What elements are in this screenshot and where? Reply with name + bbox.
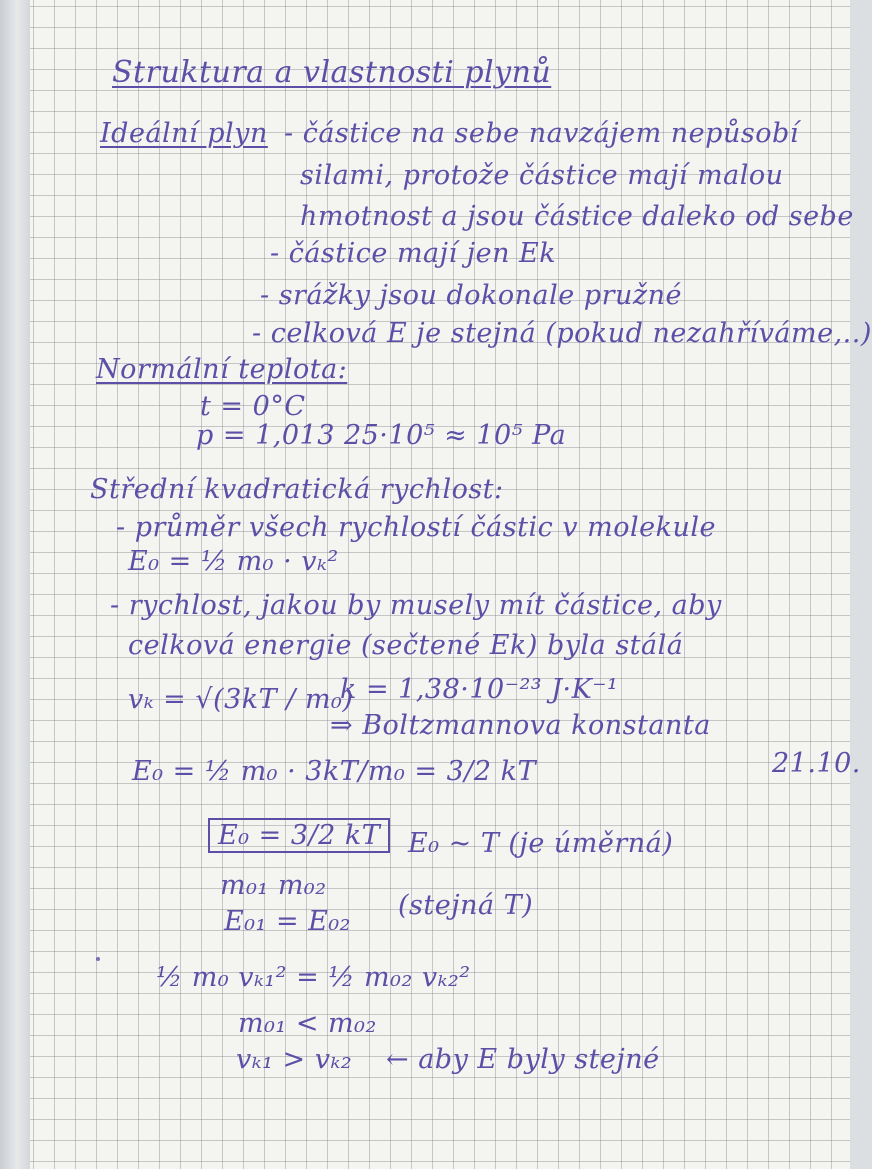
boltzmann-value: k = 1,38·10⁻²³ J·K⁻¹	[340, 674, 619, 705]
vk-formula: vₖ = √(3kT / m₀)	[128, 684, 354, 715]
same-temperature-note: (stejná T)	[398, 890, 534, 921]
date-note: 21.10.	[772, 748, 861, 779]
ideal-line-2: silami, protože částice mají malou	[300, 160, 784, 191]
normal-t: t = 0°C	[200, 391, 306, 422]
ideal-bullet-3: - celková E je stejná (pokud nezahříváme,..)	[252, 318, 872, 349]
mass-inequality: m₀₁ < m₀₂	[238, 1008, 377, 1039]
notebook-binding	[0, 0, 30, 1169]
normal-p: p = 1,013 25·10⁵ ≈ 10⁵ Pa	[196, 420, 567, 451]
conclusion-note: ← aby E byly stejné	[386, 1044, 660, 1075]
page-title: Struktura a vlastnosti plynů	[112, 55, 552, 90]
boltzmann-note: ⇒ Boltzmannova konstanta	[330, 710, 711, 741]
energy-balance: ½ m₀ vₖ₁² = ½ m₀₂ vₖ₂²	[156, 962, 471, 993]
energy-equality: E₀₁ = E₀₂	[224, 906, 352, 937]
ideal-gas-heading: Ideální plyn	[100, 118, 268, 149]
energy-derivation: E₀ = ½ m₀ · 3kT/m₀ = 3/2 kT	[132, 756, 537, 787]
speed-heading: Střední kvadratická rychlost:	[90, 474, 504, 505]
masses-label: m₀₁ m₀₂	[220, 870, 327, 901]
speed-inequality: vₖ₁ > vₖ₂	[236, 1044, 353, 1075]
speed-desc-2: - rychlost, jakou by musely mít částice, aby	[110, 590, 722, 621]
speed-desc-3: celková energie (sečtené Ek) byla stálá	[128, 630, 684, 661]
speed-desc-1: - průměr všech rychlostí částic v molekule	[116, 512, 716, 543]
normal-temp-heading: Normální teplota:	[96, 354, 348, 385]
proportional-note: E₀ ~ T (je úměrná)	[408, 828, 674, 859]
ideal-bullet-1: - částice mají jen Ek	[270, 238, 557, 269]
notebook-page	[30, 0, 872, 1169]
ideal-line-1: - částice na sebe navzájem nepůsobí	[284, 118, 799, 149]
ideal-line-3: hmotnost a jsou částice daleko od sebe	[300, 201, 854, 232]
energy-result-box: E₀ = 3/2 kT	[208, 818, 390, 853]
ink-dot	[96, 957, 100, 961]
ideal-bullet-2: - srážky jsou dokonale pružné	[260, 280, 682, 311]
energy-formula-1: E₀ = ½ m₀ · vₖ²	[128, 546, 339, 577]
